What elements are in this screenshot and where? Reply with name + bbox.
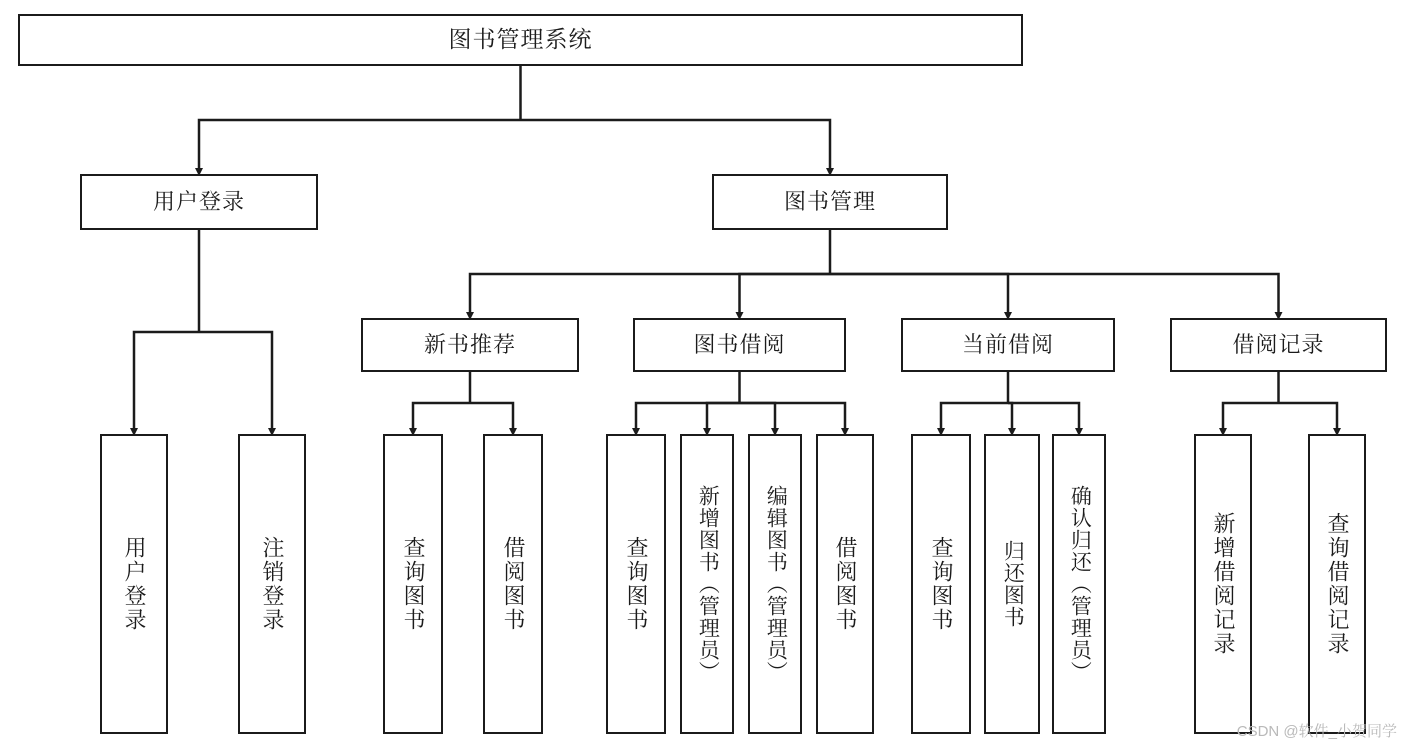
connector-records-to-addrec bbox=[1223, 403, 1279, 432]
node-ret[interactable] bbox=[984, 434, 1040, 734]
node-addrec[interactable] bbox=[1194, 434, 1252, 734]
node-label: 归还图书 bbox=[1001, 540, 1025, 628]
node-add[interactable] bbox=[680, 434, 734, 734]
watermark-label: CSDN @软件_小贺同学 bbox=[1236, 723, 1397, 740]
node-confirm[interactable] bbox=[1052, 434, 1106, 734]
connector-borrow-to-edit bbox=[740, 403, 776, 432]
connector-login-to-logout bbox=[199, 332, 272, 432]
node-label: 查询借阅记录 bbox=[1324, 512, 1350, 656]
node-bookmgmt[interactable] bbox=[712, 174, 948, 230]
node-userlogin[interactable] bbox=[100, 434, 168, 734]
connector-newbook-to-b1 bbox=[470, 403, 513, 432]
node-logout[interactable] bbox=[238, 434, 306, 734]
connector-bookmgmt-to-borrow bbox=[740, 274, 831, 316]
node-label: 查询图书 bbox=[400, 536, 426, 632]
node-label: 查询图书 bbox=[623, 536, 649, 632]
connector-records-to-qrec bbox=[1279, 403, 1338, 432]
connector-current-to-confirm bbox=[1008, 403, 1079, 432]
node-root[interactable] bbox=[18, 14, 1023, 66]
node-b1[interactable] bbox=[483, 434, 543, 734]
connector-current-to-ret bbox=[1008, 403, 1012, 432]
connector-borrow-to-b2 bbox=[740, 403, 846, 432]
connector-bookmgmt-to-newbook bbox=[470, 274, 830, 316]
node-qrec[interactable] bbox=[1308, 434, 1366, 734]
node-borrow[interactable] bbox=[633, 318, 846, 372]
node-q2[interactable] bbox=[606, 434, 666, 734]
node-edit[interactable] bbox=[748, 434, 802, 734]
node-label: 用户登录 bbox=[152, 189, 245, 215]
connector-root-to-login bbox=[199, 120, 521, 172]
node-label: 图书管理系统 bbox=[448, 26, 593, 53]
node-label: 编辑图书（管理员） bbox=[764, 485, 788, 683]
node-label: 新增借阅记录 bbox=[1210, 512, 1236, 656]
connector-newbook-to-q1 bbox=[413, 403, 470, 432]
node-label: 图书借阅 bbox=[693, 332, 786, 358]
node-label: 注销登录 bbox=[259, 536, 285, 632]
node-q3[interactable] bbox=[911, 434, 971, 734]
connector-borrow-to-q2 bbox=[636, 403, 740, 432]
node-newbook[interactable] bbox=[361, 318, 579, 372]
node-label: 用户登录 bbox=[121, 536, 147, 632]
node-label: 查询图书 bbox=[928, 536, 954, 632]
node-label: 新增图书（管理员） bbox=[696, 485, 720, 683]
connector-root-to-bookmgmt bbox=[521, 120, 831, 172]
connector-borrow-to-add bbox=[707, 403, 740, 432]
node-label: 确认归还（管理员） bbox=[1068, 485, 1092, 683]
node-label: 借阅图书 bbox=[832, 536, 858, 632]
node-records[interactable] bbox=[1170, 318, 1387, 372]
node-label: 借阅记录 bbox=[1232, 332, 1325, 358]
connector-current-to-q3 bbox=[941, 403, 1008, 432]
node-current[interactable] bbox=[901, 318, 1115, 372]
node-q1[interactable] bbox=[383, 434, 443, 734]
node-label: 当前借阅 bbox=[961, 332, 1054, 358]
node-label: 图书管理 bbox=[783, 189, 876, 215]
connector-bookmgmt-to-records bbox=[830, 274, 1279, 316]
node-b2[interactable] bbox=[816, 434, 874, 734]
connector-bookmgmt-to-current bbox=[830, 274, 1008, 316]
node-login[interactable] bbox=[80, 174, 318, 230]
connector-login-to-userlogin bbox=[134, 332, 199, 432]
node-label: 借阅图书 bbox=[500, 536, 526, 632]
node-label: 新书推荐 bbox=[423, 332, 516, 358]
